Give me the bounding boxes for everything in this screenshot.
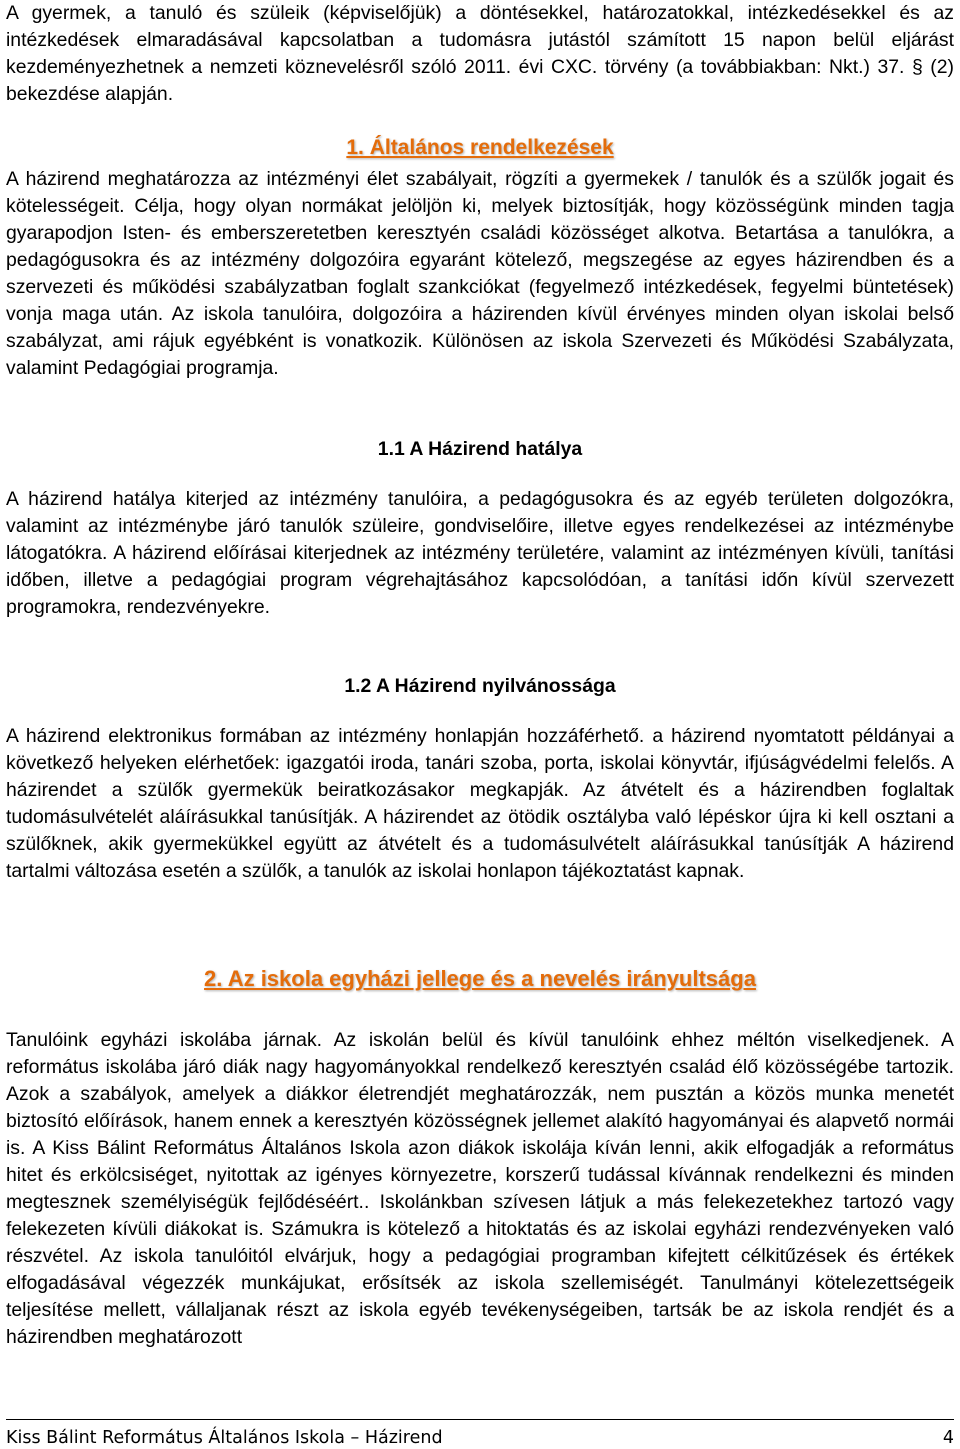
section-heading-church-character: 2. Az iskola egyházi jellege és a nevelés irányultsága (204, 966, 756, 991)
footer-title: Kiss Bálint Református Általános Iskola – Házirend (6, 1428, 443, 1448)
general-provisions-paragraph: A házirend meghatározza az intézményi élet szabályait, rögzíti a gyermekek / tanulók és a szülők jogait és kötelességeit. Célja, hogy olyan normákat jelöljön ki, melyek biztosítják, hogy közösségünk minden tagja gyarapodjon Isten- és emberszeretetben keresztyén családi közösséget alkotva. Betartása a tanulókra, a pedagógusokra és az intézmény dolgozóira egyaránt kötelező, megszegése az egyes házirendben és a szervezeti és működési szabályzatban foglalt szankciókat (fegyelmező intézkedések, fegyelmi büntetések) vonja maga után. Az iskola tanulóira, dolgozóira a házirenden kívül érvényes minden olyan iskolai belső szabályzat, ami rájuk egyébként is vonatkozik. Különösen az iskola Szervezeti és Működési Szabályzata, valamint Pedagógiai programja. (6, 168, 954, 379)
page-footer (6, 1419, 954, 1449)
section-heading-publicity: 1.2 A Házirend nyilvánossága (344, 675, 616, 697)
intro-paragraph: A gyermek, a tanuló és szüleik (képviselőjük) a döntésekkel, határozatokkal, intézkedésekkel és az intézkedések elmaradásával kapcsolatban a tudomásra jutástól számított 15 napon belül eljárást kezdeményezhetnek a nemzeti köznevelésről szóló 2011. évi CXC. törvény (a továbbiakban: Nkt.) 37. § (2) bekezdése alapján. (6, 2, 954, 105)
scope-paragraph: A házirend hatálya kiterjed az intézmény tanulóira, a pedagógusokra és az egyéb területen dolgozókra, valamint az intézménybe járó tanulók szüleire, gondviselőire, illetve egyes rendelkezései az intézménybe látogatókra. A házirend előírásai kiterjednek az intézmény területére, valamint az intézményen kívüli, tanítási időben, illetve a pedagógiai program végrehajtásához kapcsolódóan, a tanítási időn kívül szervezett programokra, rendezvényekre. (6, 488, 954, 618)
church-character-paragraph: Tanulóink egyházi iskolába járnak. Az iskolán belül és kívül tanulóink ehhez méltón viselkedjenek. A református iskolába járó diák nagy hagyományokkal rendelkező keresztyén család élő közösségébe tartozik. Azok a szabályok, amelyek a diákkor életrendjét meghatározzák, nem pusztán a közös munka menetét biztosító előírások, hanem ennek a keresztyén közösségnek jellemet alakító hagyományai és alapvető normái is. A Kiss Bálint Református Általános Iskola azon diákok iskolája kíván lenni, akik elfogadják a református hitet és erkölcsiséget, nyitottak az igényes környezetre, korszerű tudással kívánnak rendelkezni és minden megtesznek személyiségük fejlődéséért.. Iskolánkban szívesen látjuk a más felekezetekhez tartozó vagy felekezeten kívüli diákokat is. Számukra is kötelező a hitoktatás és az iskolai egyházi rendezvényeken való részvétel. Az iskola tanulóitól elvárjuk, hogy a pedagógiai programban kifejtett célkitűzések és értékek elfogadásával végezzék munkájukat, erősítsék az iskola szellemiségét. Tanulmányi kötelezettségeik teljesítése mellett, vállaljanak részt az iskola egyéb tevékenységeiben, tartsák be az iskola rendjét és a házirendben meghatározott (6, 1029, 954, 1348)
section-heading-general-provisions: 1. Általános rendelkezések (346, 136, 614, 159)
publicity-paragraph: A házirend elektronikus formában az intézmény honlapján hozzáférhető. a házirend nyomtatott példányai a következő helyeken elérhetőek: igazgatói iroda, tanári szoba, porta, iskolai könyvtár, ifjúságvédelmi felelős. A házirendet a szülők gyermekük beiratkozásakor megkapják. Az átvételt és a házirendben foglaltak tudomásulvételét aláírásukkal tanúsítják. A házirendet az ötödik osztályba való lépéskor újra ki kell osztani a szülőknek, akik gyermekükkel együtt az átvételt és a tudomásulvételt aláírásukkal tanúsítják A házirend tartalmi változása esetén a szülők, a tanulók az iskolai honlapon tájékoztatást kapnak. (6, 725, 954, 882)
page-number: 4 (942, 1428, 954, 1448)
section-heading-scope: 1.1 A Házirend hatálya (377, 438, 583, 460)
